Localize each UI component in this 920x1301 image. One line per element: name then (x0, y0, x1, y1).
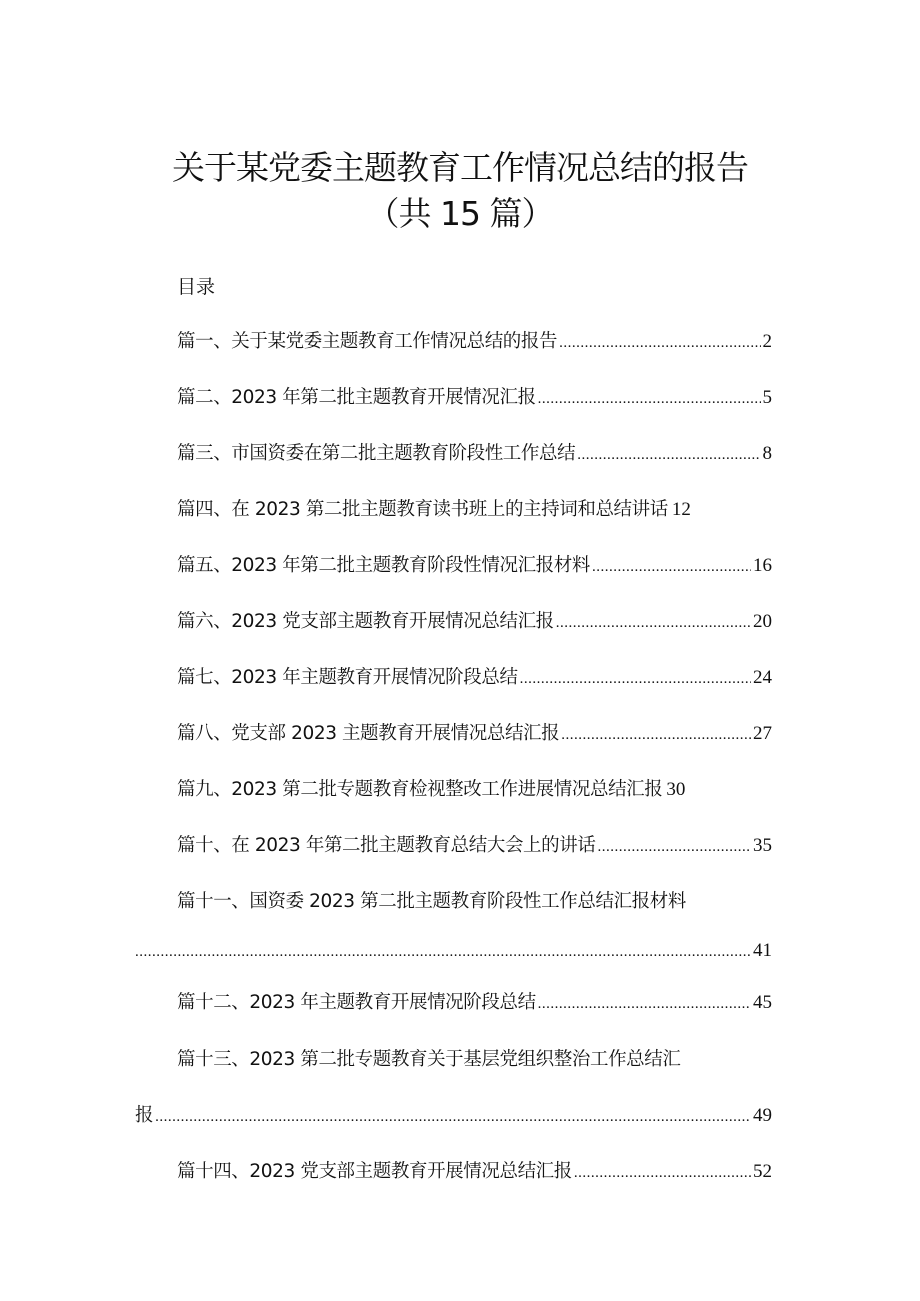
toc-entry-page: 12 (671, 499, 691, 520)
toc-entry-label-continued: 报 (135, 1105, 154, 1126)
toc-entry-label: 篇七、2023 年主题教育开展情况阶段总结 (177, 667, 518, 688)
toc-entry[interactable] (177, 1159, 772, 1185)
toc-entry[interactable] (177, 665, 772, 691)
toc-entry-label: 篇八、党支部 2023 主题教育开展情况总结汇报 (177, 723, 560, 744)
document-subtitle-count: （共 15 篇） (366, 194, 554, 233)
toc-entry-label: 篇一、关于某党委主题教育工作情况总结的报告 (177, 331, 558, 352)
toc-entry-label: 篇四、在 2023 第二批主题教育读书班上的主持词和总结讲话 (177, 499, 668, 520)
toc-leader-dots (520, 666, 751, 692)
toc-leader-dots (577, 442, 760, 468)
toc-entry-label: 篇十、在 2023 年第二批主题教育总结大会上的讲话 (177, 835, 596, 856)
toc-entry-label: 篇十二、2023 年主题教育开展情况阶段总结 (177, 992, 536, 1013)
toc-entry[interactable] (177, 553, 772, 579)
toc-entry-page: 5 (762, 387, 772, 408)
toc-entry-page: 49 (753, 1105, 772, 1126)
toc-entry-label: 篇十三、2023 第二批专题教育关于基层党组织整治工作总结汇 (177, 1049, 681, 1070)
toc-entry-continuation[interactable] (135, 1103, 772, 1129)
toc-entry-page: 20 (753, 611, 772, 632)
toc-leader-dots (538, 386, 761, 412)
toc-leader-dots (135, 939, 751, 965)
toc-entry-label: 篇九、2023 第二批专题教育检视整改工作进展情况总结汇报 (177, 779, 663, 800)
toc-heading: 目录 (177, 276, 216, 298)
toc-entry[interactable] (177, 441, 772, 467)
toc-leader-dots (561, 722, 751, 748)
toc-entry[interactable] (177, 329, 772, 355)
toc-entry-label: 篇三、市国资委在第二批主题教育阶段性工作总结 (177, 443, 576, 464)
toc-entry-page: 16 (753, 555, 772, 576)
toc-entry[interactable] (177, 889, 686, 915)
toc-entry-page: 27 (753, 723, 772, 744)
toc-entry[interactable] (177, 833, 772, 859)
toc-entry-label: 篇六、2023 党支部主题教育开展情况总结汇报 (177, 611, 554, 632)
toc-entry-page: 24 (753, 667, 772, 688)
toc-leader-dots (592, 554, 751, 580)
toc-leader-dots (574, 1160, 751, 1186)
toc-entry-label: 篇二、2023 年第二批主题教育开展情况汇报 (177, 387, 536, 408)
toc-entry[interactable] (177, 609, 772, 635)
toc-entry-label: 篇五、2023 年第二批主题教育阶段性情况汇报材料 (177, 555, 590, 576)
toc-leader-dots (559, 330, 760, 356)
toc-entry-label: 篇十一、国资委 2023 第二批主题教育阶段性工作总结汇报材料 (177, 891, 686, 912)
toc-leader-dots (597, 834, 751, 860)
toc-entry-page: 30 (666, 779, 686, 800)
toc-entry-page: 8 (762, 443, 772, 464)
toc-leader-dots (538, 991, 751, 1017)
toc-entry[interactable] (177, 777, 685, 803)
document-title: 关于某党委主题教育工作情况总结的报告 (172, 148, 748, 187)
toc-leader-dots (556, 610, 751, 636)
toc-entry[interactable] (177, 497, 691, 523)
toc-entry-page: 2 (762, 331, 772, 352)
toc-entry-label: 篇十四、2023 党支部主题教育开展情况总结汇报 (177, 1161, 572, 1182)
toc-entry-page: 41 (753, 940, 772, 961)
toc-entry-page: 52 (753, 1161, 772, 1182)
toc-entry[interactable] (177, 385, 772, 411)
toc-entry-page: 35 (753, 835, 772, 856)
toc-entry-continuation[interactable] (135, 938, 772, 964)
toc-entry[interactable] (177, 990, 772, 1016)
toc-entry-page: 45 (753, 992, 772, 1013)
toc-leader-dots (155, 1104, 751, 1130)
toc-entry[interactable] (177, 1047, 680, 1073)
toc-entry[interactable] (177, 721, 772, 747)
